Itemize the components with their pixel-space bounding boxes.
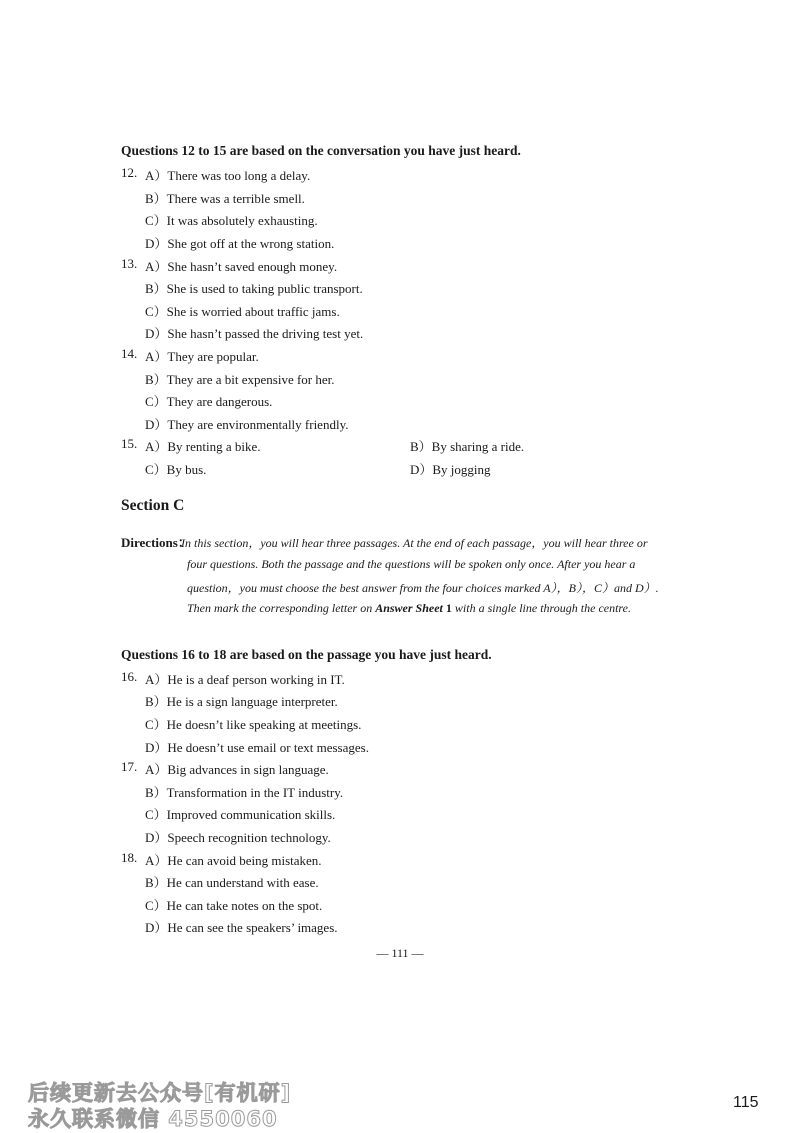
directions-line: [187, 601, 631, 616]
option-b: B）Transformation in the IT industry.: [145, 785, 344, 800]
option-b: B）She is used to taking public transport.: [145, 281, 363, 296]
watermark-line: 永久联系微信 4550060: [28, 1107, 278, 1131]
option-a: A）Big advances in sign language.: [145, 762, 329, 777]
option-c: C）She is worried about traffic jams.: [145, 304, 340, 319]
section-title: Section C: [121, 497, 185, 514]
option-d: D）He can see the speakers’ images.: [145, 920, 338, 935]
directions-line: question，you must choose the best answer from the four choices marked A），B），C）and D）.: [187, 581, 659, 595]
question-number: 13.: [121, 256, 138, 271]
option-a: A）There was too long a delay.: [145, 168, 311, 183]
option-d: D）By jogging: [410, 462, 491, 477]
question-number: 15.: [121, 436, 138, 451]
option-d: D）Speech recognition technology.: [145, 830, 331, 845]
option-a: A）He can avoid being mistaken.: [145, 853, 322, 868]
option-c: C）By bus.: [145, 462, 207, 477]
option-c: C）It was absolutely exhausting.: [145, 213, 318, 228]
page-number: — 111 —: [376, 946, 424, 960]
option-b: B）He is a sign language interpreter.: [145, 694, 338, 709]
option-b: B）They are a bit expensive for her.: [145, 372, 335, 387]
option-d: D）He doesn’t use email or text messages.: [145, 740, 369, 755]
option-d: D）She hasn’t passed the driving test yet.: [145, 326, 364, 341]
option-a: A）By renting a bike.: [145, 439, 261, 454]
question-number: 14.: [121, 346, 138, 361]
option-c: C）Improved communication skills.: [145, 807, 336, 822]
option-d: D）They are environmentally friendly.: [145, 417, 349, 432]
option-c: C）He doesn’t like speaking at meetings.: [145, 717, 362, 732]
option-d: D）She got off at the wrong station.: [145, 236, 335, 251]
option-b: B）By sharing a ride.: [410, 439, 525, 454]
option-c: C）They are dangerous.: [145, 394, 273, 409]
question-number: 12.: [121, 165, 138, 180]
part1-heading: Questions 12 to 15 are based on the conversation you have just heard.: [121, 143, 521, 158]
directions-line: four questions. Both the passage and the questions will be spoken only once. After you hear a: [187, 557, 636, 571]
part2-heading: Questions 16 to 18 are based on the passage you have just heard.: [121, 647, 492, 662]
option-c: C）He can take notes on the spot.: [145, 898, 323, 913]
answer-sheet-number: 1: [442, 601, 452, 615]
directions-label: Directions：: [121, 535, 191, 550]
directions-line: In this section，you will hear three passages. At the end of each passage，you will hear three or: [181, 536, 648, 550]
watermark-line: 后续更新去公众号[有机研]: [28, 1081, 292, 1105]
answer-sheet-label: Answer Sheet: [375, 601, 443, 615]
directions-text: with a single line through the centre.: [451, 601, 631, 615]
option-a: A）They are popular.: [145, 349, 259, 364]
option-b: B）He can understand with ease.: [145, 875, 319, 890]
question-number: 17.: [121, 759, 138, 774]
option-a: A）She hasn’t saved enough money.: [145, 259, 338, 274]
question-number: 16.: [121, 669, 138, 684]
option-b: B）There was a terrible smell.: [145, 191, 305, 206]
question-number: 18.: [121, 850, 138, 865]
corner-page-number: 115: [733, 1094, 759, 1111]
option-a: A）He is a deaf person working in IT.: [145, 672, 345, 687]
directions-text: Then mark the corresponding letter on: [187, 601, 376, 615]
